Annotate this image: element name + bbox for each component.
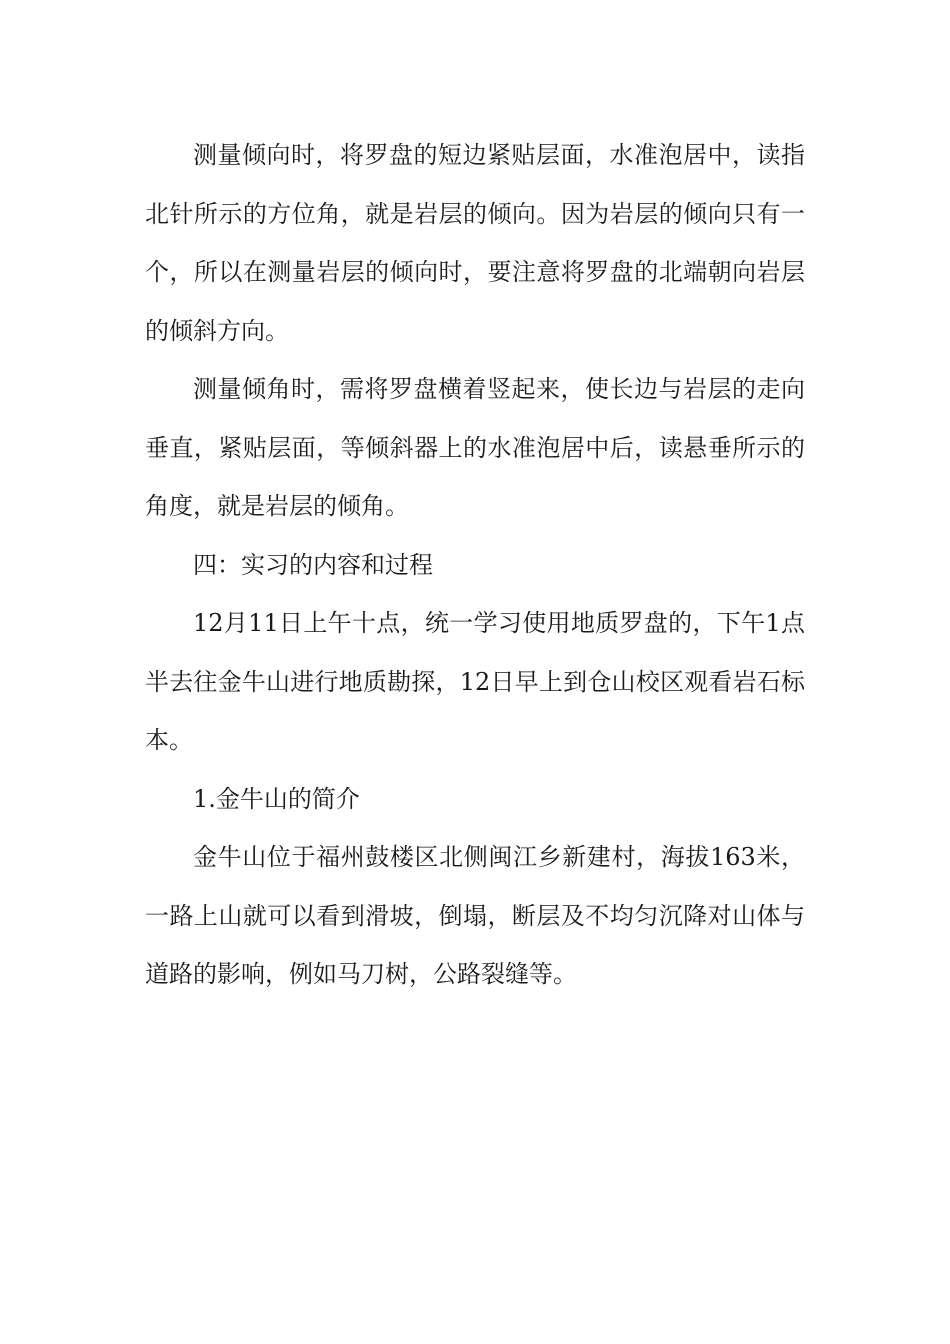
paragraph-dip-direction: 测量倾向时，将罗盘的短边紧贴层面，水准泡居中，读指北针所示的方位角，就是岩层的倾向。因为岩层的倾向只有一个，所以在测量岩层的倾向时，要注意将罗盘的北端朝向岩层的倾斜方向。 [145,141,805,345]
subsection-heading-jinniu-mountain: 1.金牛山的简介 [193,784,360,813]
paragraph-dip-angle: 测量倾角时，需将罗盘横着竖起来，使长边与岩层的走向垂直，紧贴层面，等倾斜器上的水准泡居中后，读悬垂所示的角度，就是岩层的倾角。 [145,375,805,520]
paragraph-jinniu-mountain-intro: 金牛山位于福州鼓楼区北侧闽江乡新建村，海拔163米，一路上山就可以看到滑坡，倒塌，断层及不均匀沉降对山体与道路的影响，例如马刀树，公路裂缝等。 [145,843,805,988]
paragraph-schedule: 12月11日上午十点，统一学习使用地质罗盘的，下午1点半去往金牛山进行地质勘探，12日早上到仓山校区观看岩石标本。 [145,609,805,754]
document-body [145,126,805,1004]
section-heading-content-process: 四：实习的内容和过程 [193,550,433,579]
